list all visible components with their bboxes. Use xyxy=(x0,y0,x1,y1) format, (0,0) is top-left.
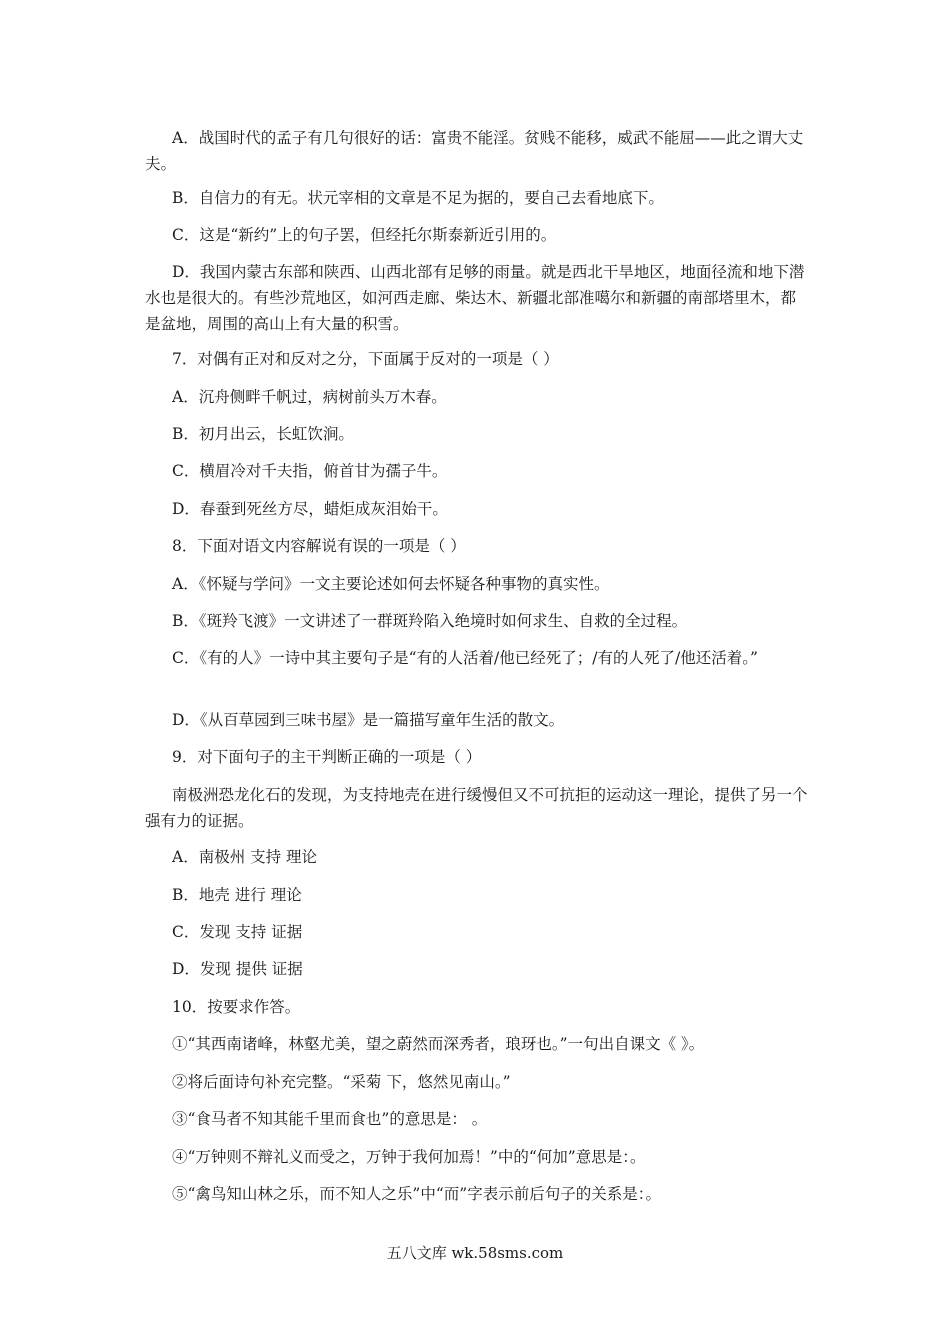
q7-option-c: C．横眉冷对千夫指，俯首甘为孺子牛。 xyxy=(172,462,448,480)
q9-stem: 9．对下面句子的主干判断正确的一项是（ ） xyxy=(172,748,482,766)
page-footer: 五八文库 wk.58sms.com xyxy=(386,1244,564,1262)
q10-item-2: ②将后面诗句补充完整。“采菊 下，悠然见南山。” xyxy=(172,1073,511,1091)
q7-option-a: A．沉舟侧畔千帆过，病树前头万木春。 xyxy=(172,388,447,406)
q10-item-4: ④“万钟则不辩礼义而受之，万钟于我何加焉！”中的“何加”意思是：。 xyxy=(172,1148,646,1166)
q10-stem: 10．按要求作答。 xyxy=(172,998,301,1016)
q10-item-5: ⑤“禽鸟知山林之乐，而不知人之乐”中“而”字表示前后句子的关系是：。 xyxy=(172,1185,661,1203)
q9-option-a: A．南极州 支持 理论 xyxy=(172,848,318,866)
q7-stem: 7．对偶有正对和反对之分，下面属于反对的一项是（ ） xyxy=(172,350,559,368)
q9-sentence: 南极洲恐龙化石的发现，为支持地壳在进行缓慢但又不可抗拒的运动这一理论，提供了另一个强有力的证据。 xyxy=(145,786,808,830)
q6-option-d: D．我国内蒙古东部和陕西、山西北部有足够的雨量。就是西北干旱地区，地面径流和地下潜水也是很大的。有些沙荒地区，如河西走廊、柴达木、新疆北部准噶尔和新疆的南部塔里木，都是盆地，周围的高山上有大量的积雪。 xyxy=(145,263,805,333)
q9-option-c: C．发现 支持 证据 xyxy=(172,923,303,941)
q7-option-b: B．初月出云，长虹饮涧。 xyxy=(172,425,354,443)
q6-option-c: C．这是“新约”上的句子罢，但经托尔斯泰新近引用的。 xyxy=(172,226,557,244)
q8-option-d: D．《从百草园到三味书屋》是一篇描写童年生活的散文。 xyxy=(172,711,565,729)
q8-stem: 8．下面对语文内容解说有误的一项是（ ） xyxy=(172,537,466,555)
q6-option-b: B．自信力的有无。状元宰相的文章是不足为据的，要自己去看地底下。 xyxy=(172,189,664,207)
q7-option-d: D．春蚕到死丝方尽，蜡炬成灰泪始干。 xyxy=(172,500,448,518)
q9-option-b: B．地壳 进行 理论 xyxy=(172,886,302,904)
q8-option-b: B．《斑羚飞渡》一文讲述了一群斑羚陷入绝境时如何求生、自救的全过程。 xyxy=(172,612,688,630)
q6-option-a: A．战国时代的孟子有几句很好的话：富贵不能淫。贫贱不能移，威武不能屈——此之谓大丈夫。 xyxy=(145,129,804,173)
q9-option-d: D．发现 提供 证据 xyxy=(172,960,303,978)
q8-option-a: A．《怀疑与学问》一文主要论述如何去怀疑各种事物的真实性。 xyxy=(172,575,610,593)
q10-item-1: ①“其西南诸峰，林壑尤美，望之蔚然而深秀者，琅玡也。”一句出自课文《 》。 xyxy=(172,1035,705,1053)
q8-option-c: C．《有的人》一诗中其主要句子是“有的人活着/他已经死了；/有的人死了/他还活着。” xyxy=(172,649,758,667)
q10-item-3: ③“食马者不知其能千里而食也”的意思是： 。 xyxy=(172,1110,488,1128)
